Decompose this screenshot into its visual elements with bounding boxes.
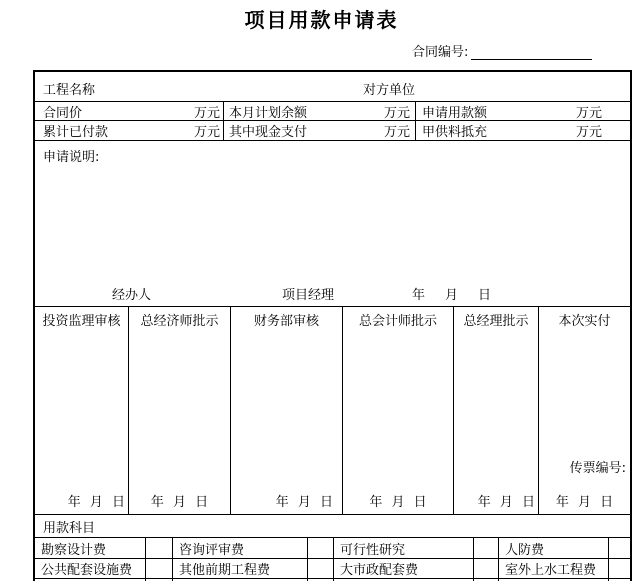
amount-row-1 bbox=[35, 101, 630, 120]
approval-general-manager-date: 年 月 日 bbox=[477, 495, 535, 510]
cash-payment-label: 其中现金支付 bbox=[229, 125, 308, 140]
form-title: 项目用款申请表 bbox=[244, 8, 399, 32]
month-label: 月 bbox=[445, 288, 459, 303]
checkbox-municipal-support[interactable] bbox=[473, 559, 498, 578]
checkbox-outdoor-water[interactable] bbox=[608, 559, 630, 578]
cell-month-plan-balance[interactable] bbox=[223, 102, 415, 120]
approval-chief-accountant-title: 总会计师批示 bbox=[358, 314, 437, 329]
cell-project-and-counterparty[interactable] bbox=[35, 72, 630, 101]
category-consult-review: 咨询评审费 bbox=[172, 538, 307, 558]
requested-amount-unit: 万元 bbox=[575, 105, 602, 120]
contract-number-label: 合同编号: bbox=[412, 45, 469, 60]
requested-amount-label: 申请用款额 bbox=[422, 105, 488, 120]
contract-price-label: 合同价 bbox=[43, 105, 83, 120]
approval-col-supervision[interactable] bbox=[35, 307, 128, 514]
note-row bbox=[35, 140, 630, 306]
approval-finance-dept-title: 财务部审核 bbox=[253, 314, 319, 329]
year-label: 年 bbox=[412, 288, 426, 303]
project-manager-label: 项目经理 bbox=[282, 288, 335, 303]
cash-payment-unit: 万元 bbox=[383, 125, 410, 140]
approval-supervision-title: 投资监理审核 bbox=[42, 314, 121, 329]
amount-row-2 bbox=[35, 120, 630, 140]
category-public-facilities: 公共配套设施费 bbox=[41, 563, 133, 578]
category-other-preliminary: 其他前期工程费 bbox=[172, 559, 307, 578]
category-civil-defense: 人防费 bbox=[498, 538, 608, 558]
approval-chief-accountant-date: 年 月 日 bbox=[369, 495, 427, 510]
handler-label: 经办人 bbox=[112, 288, 152, 303]
approval-supervision-date: 年 月 日 bbox=[67, 495, 125, 510]
approval-finance-dept-date: 年 月 日 bbox=[275, 495, 333, 510]
contract-price-unit: 万元 bbox=[193, 105, 220, 120]
cell-paid-to-date[interactable] bbox=[35, 121, 223, 140]
approval-col-chief-economist[interactable] bbox=[128, 307, 230, 514]
checkbox-civil-defense[interactable] bbox=[608, 538, 630, 558]
contract-number-row bbox=[412, 41, 592, 60]
category-section-row bbox=[35, 514, 630, 537]
form-table bbox=[33, 70, 632, 581]
contract-number-line[interactable] bbox=[471, 44, 592, 60]
paid-to-date-unit: 万元 bbox=[193, 125, 220, 140]
counterparty-label: 对方单位 bbox=[363, 83, 416, 98]
approval-col-actual-payment[interactable] bbox=[538, 307, 630, 514]
checkbox-survey-design[interactable] bbox=[145, 538, 172, 558]
note-area[interactable] bbox=[35, 141, 630, 306]
category-row-1 bbox=[35, 537, 630, 558]
category-section-label: 用款科目 bbox=[43, 520, 96, 536]
checkbox-public-facilities[interactable] bbox=[145, 559, 172, 578]
category-row-2 bbox=[35, 558, 630, 578]
month-plan-balance-unit: 万元 bbox=[383, 105, 410, 120]
note-label: 申请说明: bbox=[43, 150, 100, 165]
checkbox-consult-review[interactable] bbox=[307, 538, 333, 558]
approval-col-chief-accountant[interactable] bbox=[342, 307, 453, 514]
cell-material-offset[interactable] bbox=[415, 121, 630, 140]
material-offset-unit: 万元 bbox=[575, 125, 602, 140]
approval-general-manager-title: 总经理批示 bbox=[463, 314, 529, 329]
project-name-label: 工程名称 bbox=[43, 83, 96, 98]
voucher-number-label: 传票编号: bbox=[569, 461, 626, 476]
approvals-row bbox=[35, 306, 630, 514]
paid-to-date-label: 累计已付款 bbox=[43, 125, 109, 140]
actual-payment-title: 本次实付 bbox=[558, 314, 611, 329]
material-offset-label: 甲供料抵充 bbox=[422, 125, 488, 140]
actual-payment-date: 年 月 日 bbox=[555, 495, 614, 510]
month-plan-balance-label: 本月计划余额 bbox=[229, 105, 308, 120]
checkbox-feasibility-study[interactable] bbox=[473, 538, 498, 558]
category-survey-design: 勘察设计费 bbox=[41, 542, 107, 558]
cell-contract-price[interactable] bbox=[35, 102, 223, 120]
category-outdoor-water: 室外上水工程费 bbox=[498, 559, 608, 578]
approval-chief-economist-date: 年 月 日 bbox=[150, 495, 209, 510]
approval-col-finance-dept[interactable] bbox=[230, 307, 342, 514]
category-feasibility-study: 可行性研究 bbox=[333, 538, 473, 558]
approval-chief-economist-title: 总经济师批示 bbox=[140, 314, 219, 329]
cell-cash-payment[interactable] bbox=[223, 121, 415, 140]
approval-col-general-manager[interactable] bbox=[453, 307, 538, 514]
header-row bbox=[35, 72, 630, 101]
category-municipal-support: 大市政配套费 bbox=[333, 559, 473, 578]
cell-requested-amount[interactable] bbox=[415, 102, 630, 120]
checkbox-other-preliminary[interactable] bbox=[307, 559, 333, 578]
day-label: 日 bbox=[478, 288, 492, 303]
